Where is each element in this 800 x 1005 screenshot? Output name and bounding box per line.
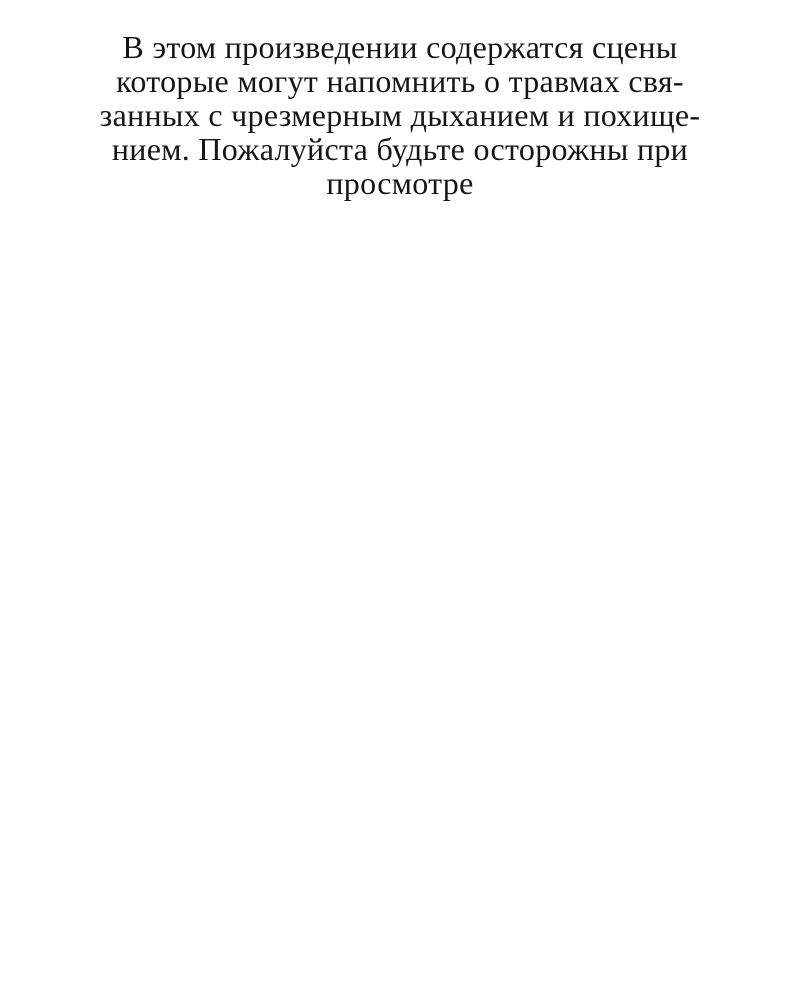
warning-line-4: нием. Пожалуйста будьте осторожны при: [111, 131, 689, 167]
content-warning-text: [50, 30, 750, 200]
warning-line-1: В этом произведении содержатся сцены: [122, 29, 678, 65]
warning-line-2: которые могут напомнить о травмах свя-: [116, 63, 684, 99]
warning-line-3: занных с чрезмерным дыханием и похище-: [99, 97, 701, 133]
warning-line-5: просмотре: [326, 165, 474, 201]
